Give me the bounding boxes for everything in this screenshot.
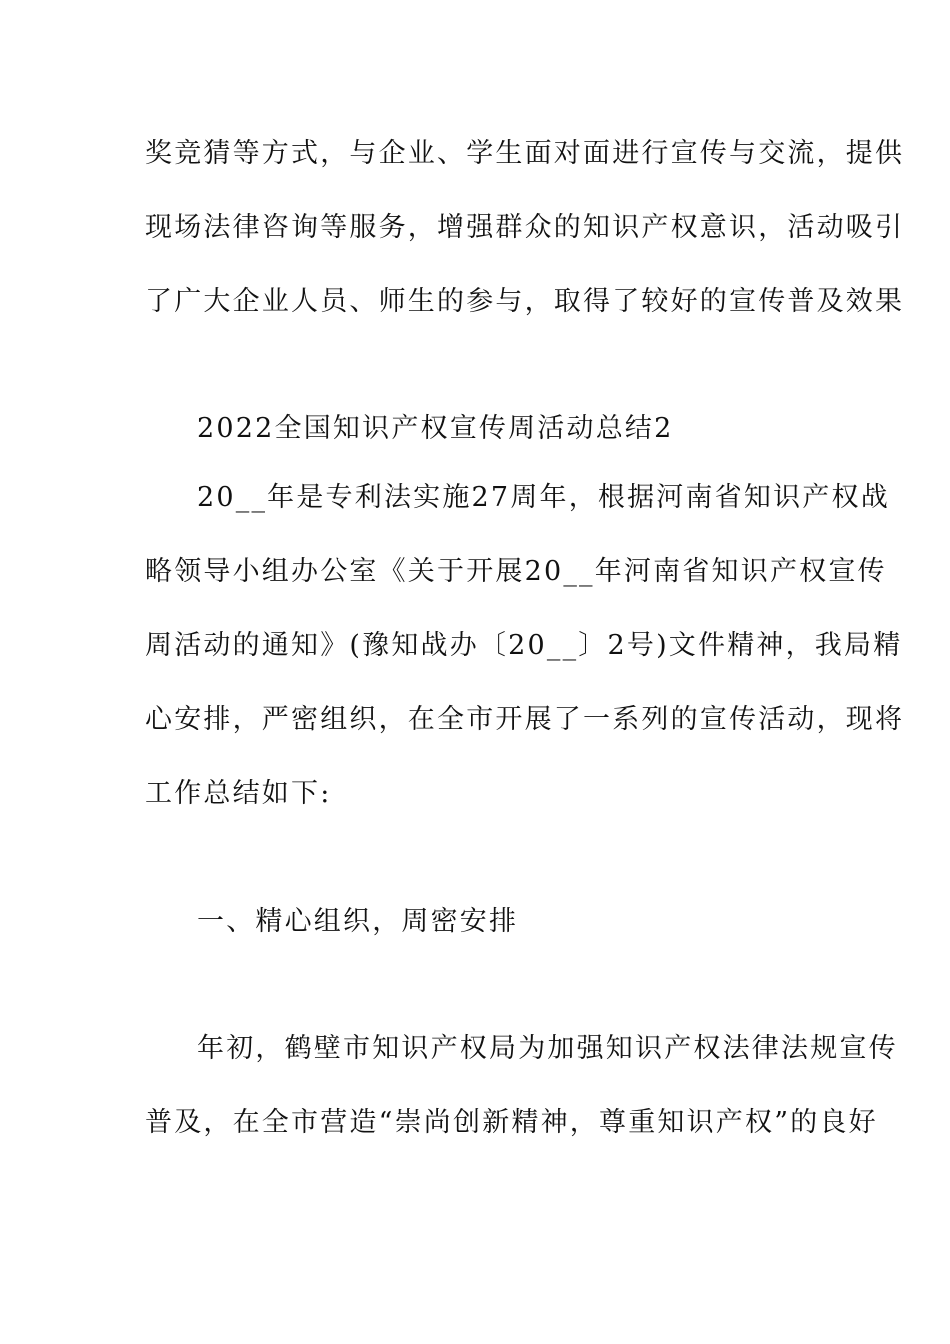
paragraph-line-7: 心安排，严密组织，在全市开展了一系列的宣传活动，现将 — [145, 704, 905, 735]
paragraph-line-3: 了广大企业人员、师生的参与，取得了较好的宣传普及效果 — [145, 286, 905, 317]
paragraph-line-4: 20__年是专利法实施27周年，根据河南省知识产权战 — [197, 482, 890, 513]
paragraph-line-8: 工作总结如下: — [145, 778, 332, 809]
paragraph-line-10: 普及，在全市营造“崇尚创新精神，尊重知识产权”的良好 — [145, 1107, 878, 1138]
subheading: 一、精心组织，周密安排 — [197, 906, 519, 937]
paragraph-line-5: 略领导小组办公室《关于开展20__年河南省知识产权宣传 — [145, 556, 887, 587]
paragraph-line-9: 年初，鹤壁市知识产权局为加强知识产权法律法规宣传 — [197, 1033, 898, 1064]
paragraph-line-6: 周活动的通知》(豫知战办〔20__〕2号)文件精神，我局精 — [145, 630, 903, 661]
paragraph-line-2: 现场法律咨询等服务，增强群众的知识产权意识，活动吸引 — [145, 212, 905, 243]
section-title: 2022全国知识产权宣传周活动总结2 — [197, 413, 674, 444]
paragraph-line-1: 奖竞猜等方式，与企业、学生面对面进行宣传与交流，提供 — [145, 138, 905, 169]
